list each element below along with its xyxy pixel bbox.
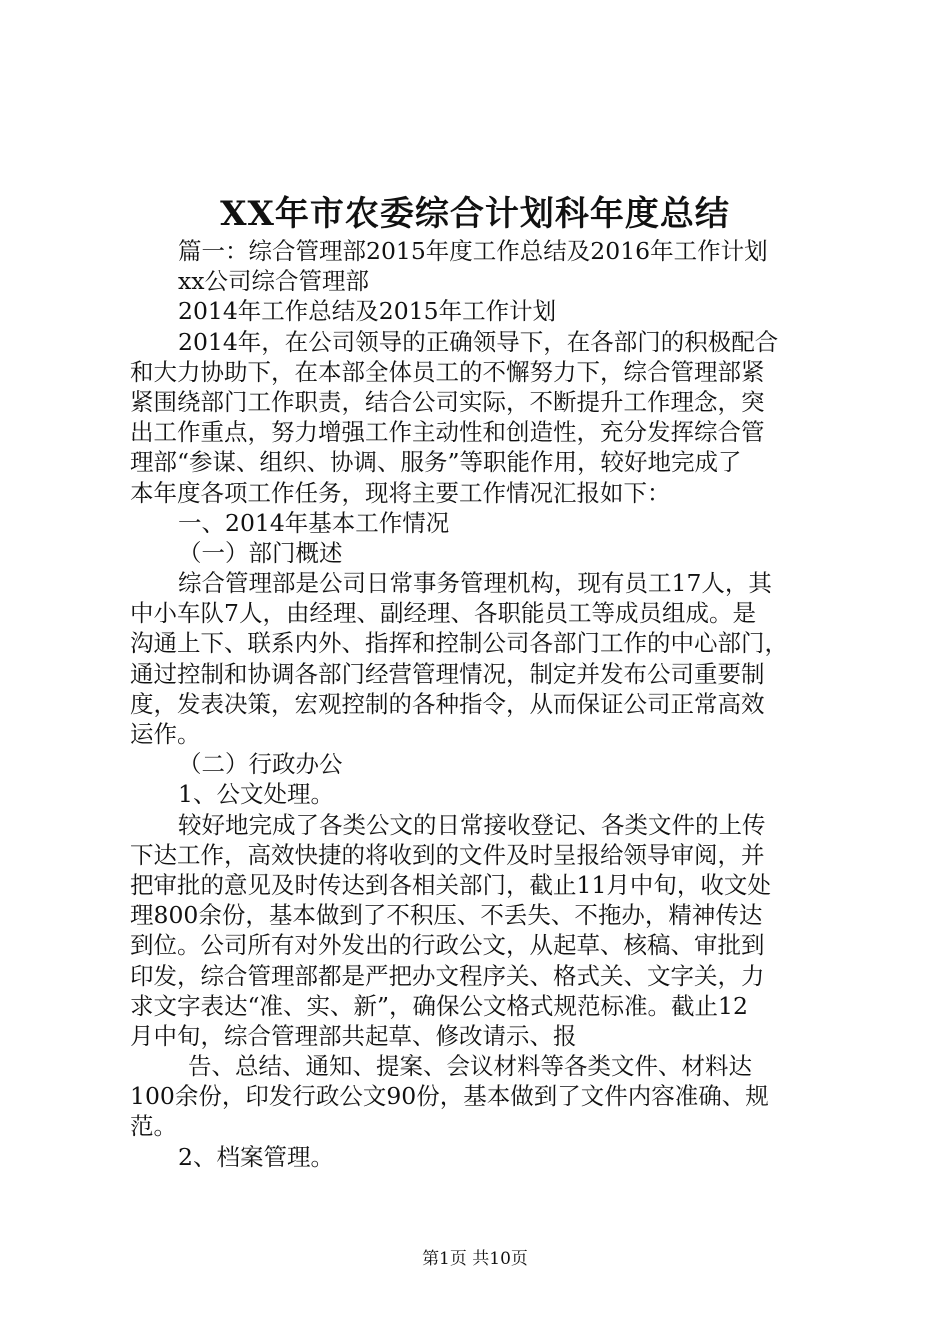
- paragraph-line: 运作。: [130, 720, 201, 748]
- item-heading: 1、公文处理。: [178, 780, 334, 809]
- paragraph-line: 紧围绕部门工作职责，结合公司实际，不断提升工作理念，突: [130, 387, 765, 416]
- paragraph-line: 2014年，在公司领导的正确领导下，在各部门的积极配合: [178, 327, 779, 356]
- paragraph-line: 中小车队7人，由经理、副经理、各职能员工等成员组成。是: [130, 599, 756, 628]
- paragraph-line: 综合管理部是公司日常事务管理机构，现有员工17人，其: [178, 569, 772, 598]
- org-name: xx公司综合管理部: [178, 267, 370, 296]
- paragraph-line: 沟通上下、联系内外、指挥和控制公司各部门工作的中心部门，: [130, 629, 788, 658]
- item-heading: 2、档案管理。: [178, 1142, 334, 1171]
- paragraph-line: 本年度各项工作任务，现将主要工作情况汇报如下：: [130, 478, 671, 507]
- paragraph-line: 下达工作，高效快捷的将收到的文件及时呈报给领导审阅，并: [130, 840, 765, 869]
- subsection-heading: （一）部门概述: [178, 538, 343, 567]
- paragraph-line: 出工作重点，努力增强工作主动性和创造性，充分发挥综合管: [130, 418, 765, 447]
- document-body: [130, 236, 830, 1172]
- paragraph-line: 通过控制和协调各部门经营管理情况，制定并发布公司重要制: [130, 659, 765, 688]
- paragraph-line: 月中旬，综合管理部共起草、修改请示、报: [130, 1021, 577, 1050]
- report-subtitle: 2014年工作总结及2015年工作计划: [178, 297, 557, 326]
- paragraph-line: 求文字表达“准、实、新”，确保公文格式规范标准。截止12: [130, 991, 748, 1020]
- paragraph-line: 理800余份，基本做到了不积压、不丢失、不拖办，精神传达: [130, 901, 763, 930]
- section-heading: 一、2014年基本工作情况: [178, 508, 450, 537]
- subsection-heading: （二）行政办公: [178, 750, 343, 779]
- paragraph-line: 理部“参谋、组织、协调、服务”等职能作用，较好地完成了: [130, 448, 742, 477]
- page-number-footer: 第1页 共10页: [422, 1249, 528, 1269]
- paragraph-line: 度，发表决策，宏观控制的各种指令，从而保证公司正常高效: [130, 689, 765, 718]
- paragraph-line: 告、总结、通知、提案、会议材料等各类文件、材料达: [188, 1052, 752, 1081]
- paragraph-line: 印发，综合管理部都是严把办文程序关、格式关、文字关，力: [130, 961, 765, 990]
- paragraph-line: 到位。公司所有对外发出的行政公文，从起草、核稿、审批到: [130, 931, 765, 960]
- document-title: XX年市农委综合计划科年度总结: [220, 194, 730, 234]
- paragraph-line: 范。: [130, 1112, 177, 1141]
- paragraph-line: 较好地完成了各类公文的日常接收登记、各类文件的上传: [178, 810, 766, 839]
- paragraph-line: 100余份，印发行政公文90份，基本做到了文件内容准确、规: [130, 1082, 769, 1111]
- article-heading: 篇一：综合管理部2015年度工作总结及2016年工作计划: [178, 237, 768, 265]
- paragraph-line: 和大力协助下，在本部全体员工的不懈努力下，综合管理部紧: [130, 357, 765, 386]
- paragraph-line: 把审批的意见及时传达到各相关部门，截止11月中旬，收文处: [130, 870, 771, 899]
